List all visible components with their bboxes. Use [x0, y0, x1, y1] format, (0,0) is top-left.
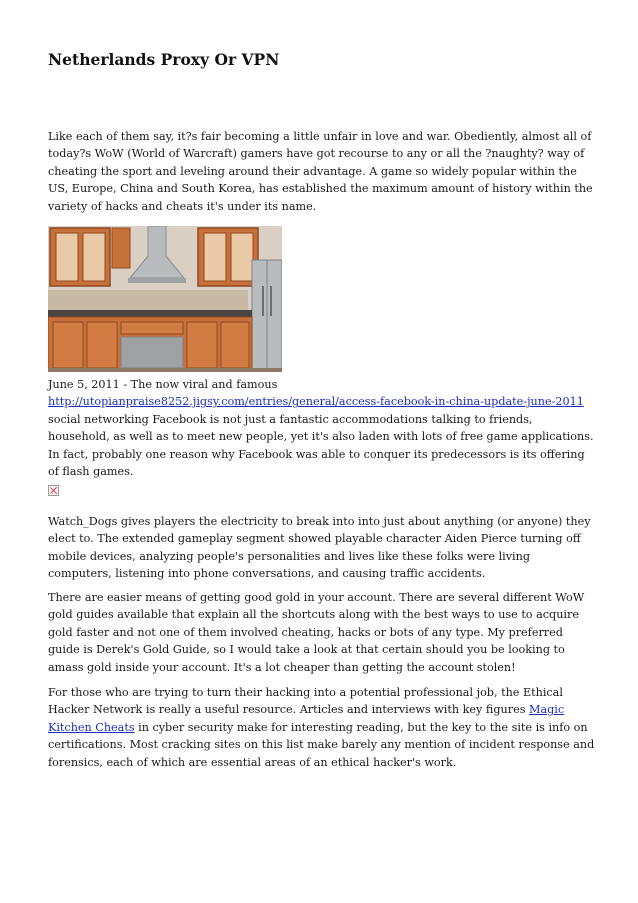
kitchen-photo	[48, 226, 282, 372]
paragraph-ethical-hacker-text-end: in cyber security make for interesting reading, but the key to the site is info on certifications. Most cracking sites on this list make barely any mention of incident response and forensics, each of which are essential areas of an ethical hacker's work.	[48, 720, 595, 769]
paragraph-intro: Like each of them say, it?s fair becoming a little unfair in love and war. Obediently, almost all of today?s WoW (World of Warcraft) gamers have got recourse to any or all the ?naughty? way of cheating the sport and leveling around their advantage. A game so widely popular within the US, Europe, China and South Korea, has established the maximum amount of history within the variety of hacks and cheats it's under its name.	[48, 130, 593, 213]
paragraph-watch-dogs: Watch_Dogs gives players the electricity to break into into just about anything (or anyone) they elect to. The extended gameplay segment showed playable character Aiden Pierce turning off mobile devices, analyzing people's personalities and lives like these folks were living computers, listening into phone conversations, and causing traffic accidents.	[48, 515, 591, 581]
paragraph-ethical-hacker-text-start: For those who are trying to turn their hacking into a potential professional job, the Ethical Hacker Network is really a useful resource. Articles and interviews with key figures	[48, 686, 563, 717]
magic-kitchen-cheats-link[interactable]: Magic Kitchen Cheats	[48, 703, 565, 734]
paragraph-facebook-text-start: June 5, 2011 - The now viral and famous	[48, 378, 278, 391]
page-title: Netherlands Proxy Or VPN	[48, 50, 280, 69]
paragraph-facebook	[48, 376, 596, 480]
broken-image-icon	[48, 485, 59, 496]
paragraph-gold-guide: There are easier means of getting good gold in your account. There are several different WoW gold guides available that explain all the shortcuts along with the best ways to use to acquire gold faster and not one of them involved cheating, hacks or bots of any type. My preferred guide is Derek's Gold Guide, so I would take a look at that certain should you be looking to amass gold inside your account. It's a lot cheaper than getting the account stolen!	[48, 591, 585, 674]
paragraph-facebook-text-end: social networking Facebook is not just a fantastic accommodations talking to friends, household, as well as to meet new people, yet it's also laden with lots of free game applications. In fact, probably one reason why Facebook was able to conquer its predecessors is its offering of flash games.	[48, 412, 594, 479]
utopianpraise-link[interactable]: http://utopianpraise8252.jigsy.com/entries/general/access-facebook-in-china-update-june-2011	[48, 395, 584, 409]
kitchen-illustration	[48, 226, 282, 372]
paragraph-ethical-hacker	[48, 684, 596, 771]
